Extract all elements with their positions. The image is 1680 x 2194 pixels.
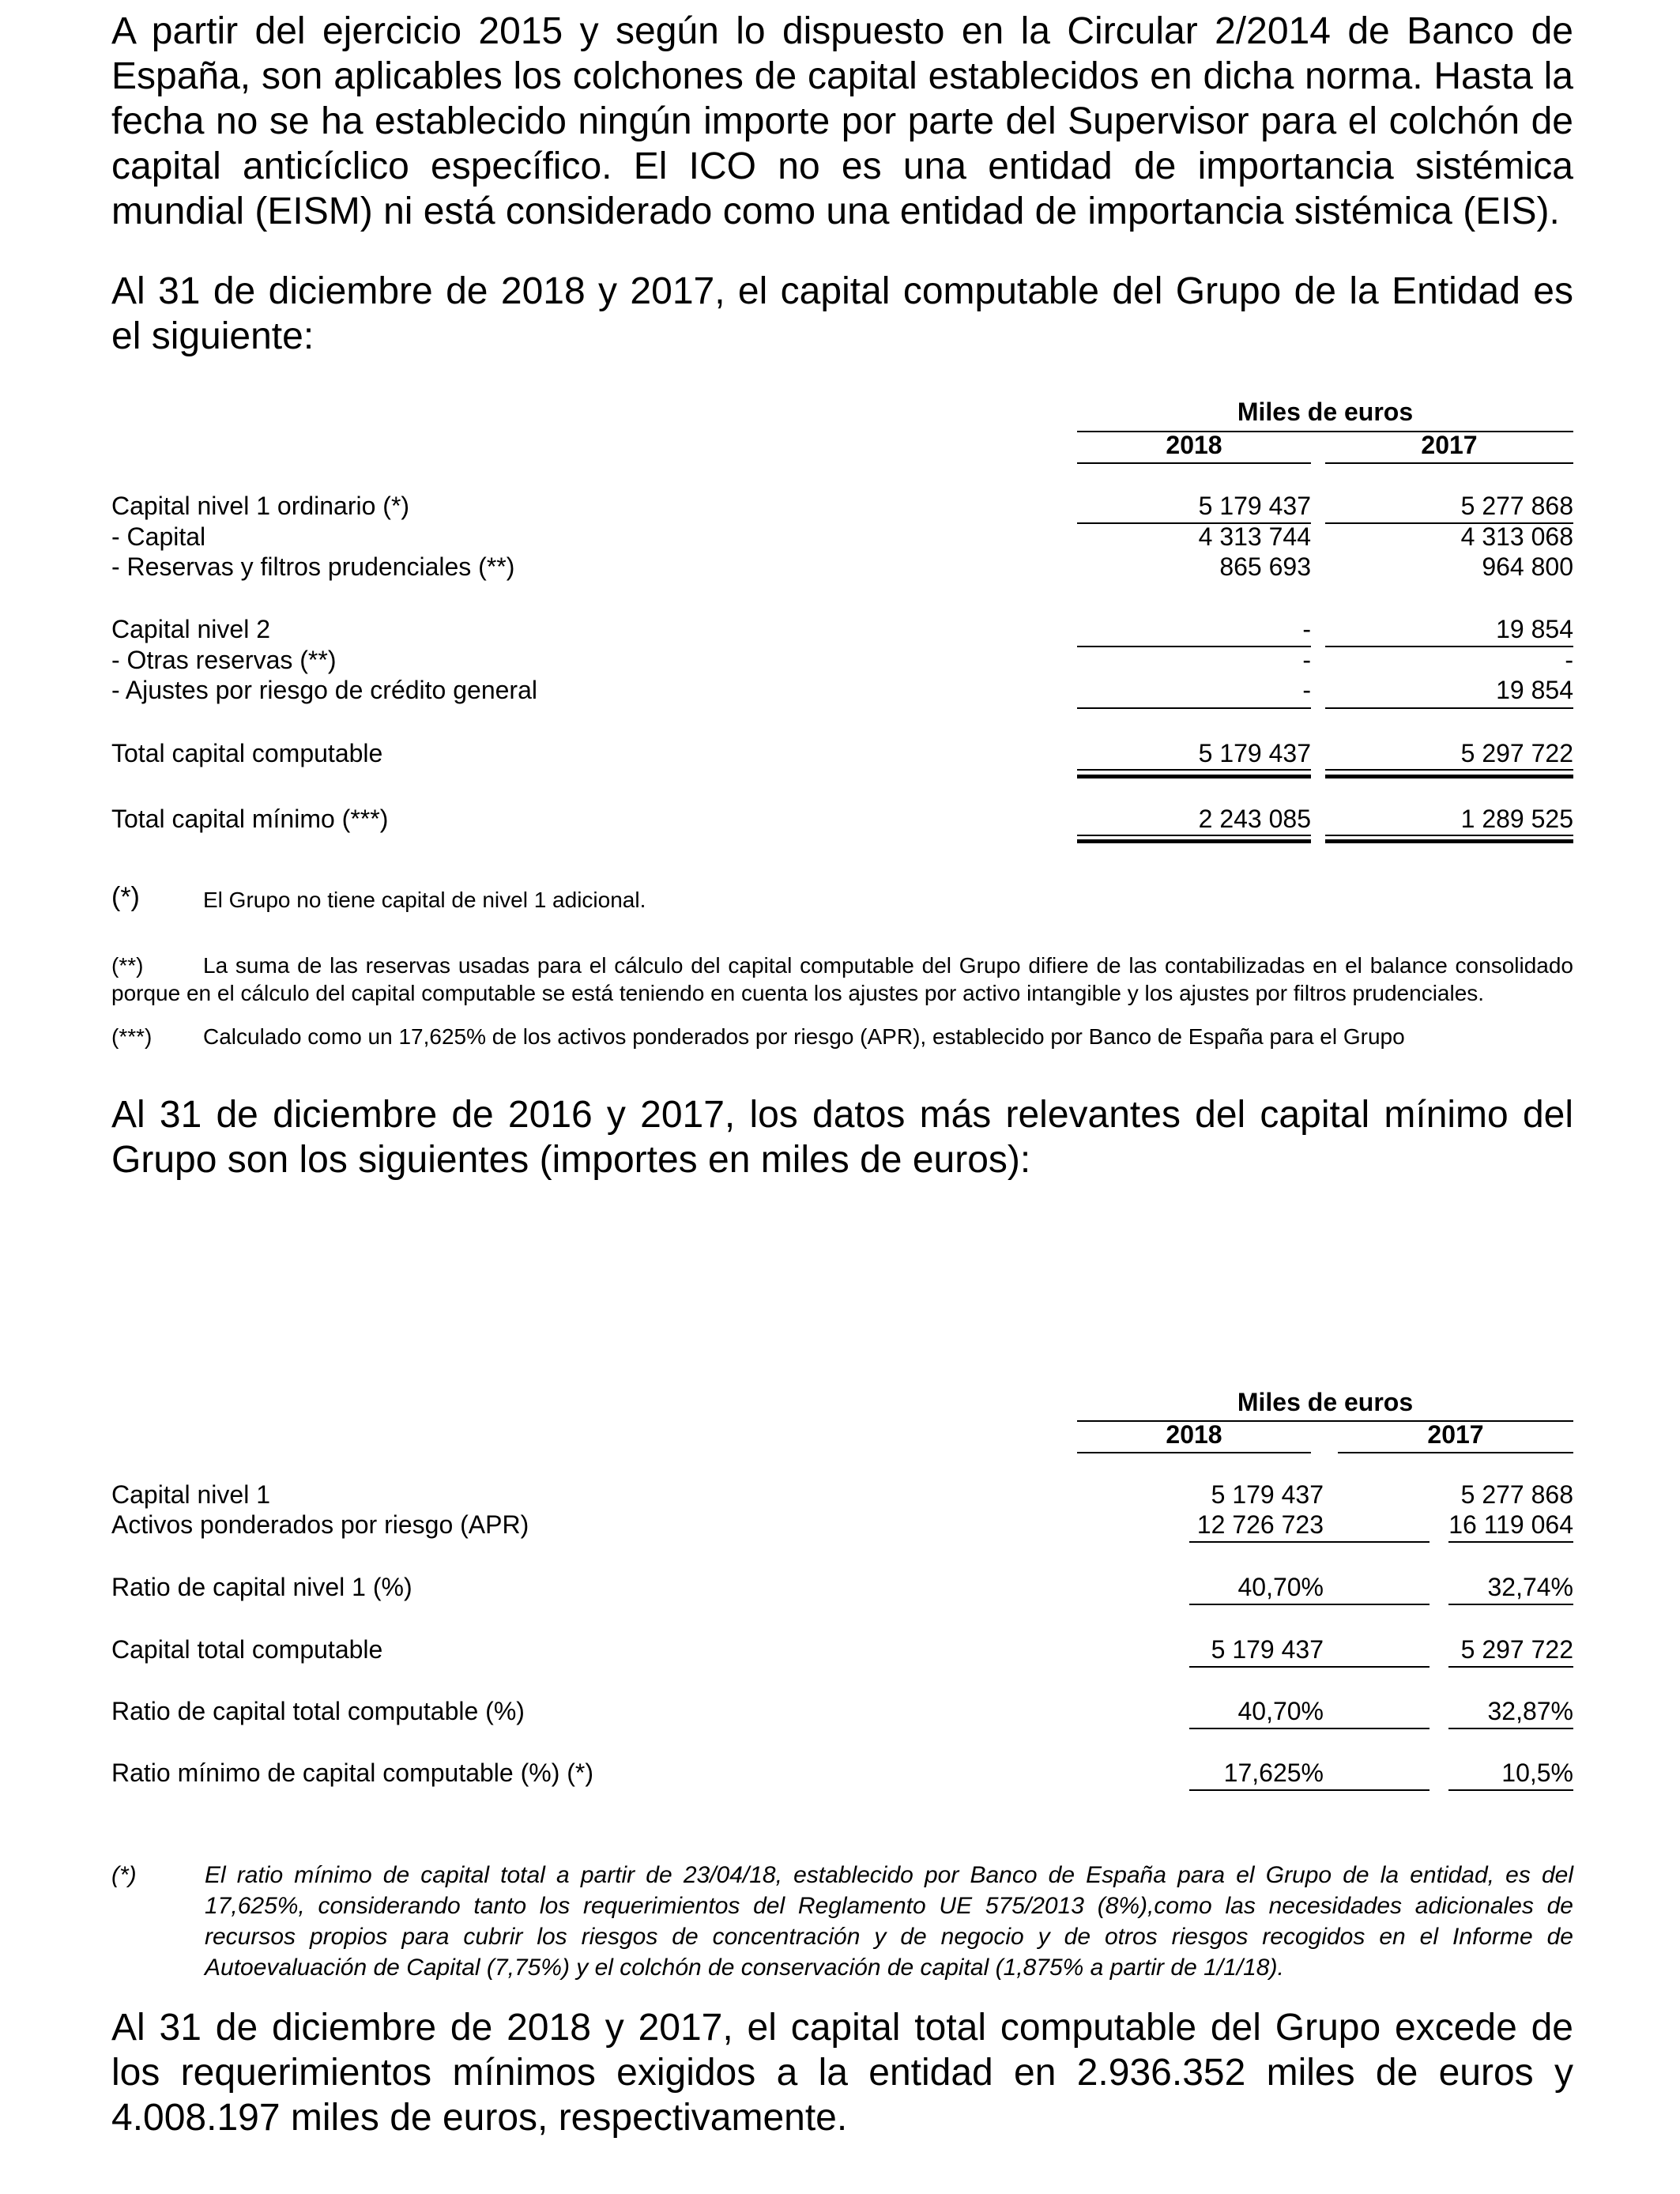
row-rule — [1189, 1789, 1430, 1791]
table-cell-2018: - — [1302, 646, 1311, 674]
table-row-label: - Reservas y filtros prudenciales (**) — [111, 552, 515, 581]
footnote-text: Calculado como un 17,625% de los activos ponderados por riesgo (APR), establecido por Banco de España para el Grupo — [203, 1024, 1405, 1049]
table1-year-rule — [1077, 462, 1311, 464]
footnote-1 — [111, 884, 1573, 915]
table-row-label: - Ajustes por riesgo de crédito general — [111, 676, 537, 704]
table-row-label: Capital nivel 1 ordinario (*) — [111, 492, 410, 520]
table-row-label: Ratio de capital nivel 1 (%) — [111, 1573, 412, 1601]
table1-year-2017: 2017 — [1421, 431, 1478, 459]
table-row-label: Total capital mínimo (***) — [111, 805, 389, 833]
table2-year-rule — [1077, 1452, 1311, 1453]
footnote-mark: (***) — [111, 1024, 153, 1049]
table-cell-2018: 40,70% — [1237, 1697, 1324, 1725]
paragraph-conclusion: Al 31 de diciembre de 2018 y 2017, el capital total computable del Grupo excede de los requerimientos mínimos exigidos a la entidad en 2.936.352 miles de euros y 4.008.197 miles de euros, respectivamente. — [111, 2007, 1573, 2139]
table-cell-2017: 19 854 — [1496, 676, 1573, 704]
footnote-ratio-minimo — [111, 1860, 1573, 1983]
row-rule — [1189, 1604, 1430, 1605]
row-rule — [1448, 1789, 1573, 1791]
table-cell-2018: 865 693 — [1219, 552, 1311, 581]
double-rule — [1077, 775, 1311, 778]
table-cell-2017: 964 800 — [1482, 552, 1573, 581]
table-cell-2017: 32,74% — [1487, 1573, 1573, 1601]
table-cell-2017: - — [1565, 646, 1573, 674]
table-cell-2017: 16 119 064 — [1448, 1510, 1573, 1539]
footnote-mark: (**) — [111, 953, 144, 978]
row-rule — [1077, 769, 1311, 771]
table1-unit-header: Miles de euros — [1237, 398, 1414, 426]
table-row-label: Ratio de capital total computable (%) — [111, 1697, 525, 1725]
table-cell-2017: 10,5% — [1501, 1759, 1573, 1787]
table2-year-2017: 2017 — [1427, 1420, 1484, 1449]
table-cell-2018: 5 179 437 — [1198, 492, 1311, 520]
row-rule — [1448, 1666, 1573, 1668]
row-rule — [1077, 707, 1311, 709]
row-rule — [1325, 646, 1573, 647]
table-row-label: Total capital computable — [111, 739, 383, 767]
row-rule — [1448, 1541, 1573, 1543]
double-rule — [1325, 775, 1573, 778]
table1-year-rule — [1325, 462, 1573, 464]
table2-year-2018: 2018 — [1166, 1420, 1222, 1449]
table-cell-2018: 12 726 723 — [1196, 1510, 1324, 1539]
table-row-label: Ratio mínimo de capital computable (%) (*) — [111, 1759, 594, 1787]
paragraph-minimo-intro: Al 31 de diciembre de 2016 y 2017, los datos más relevantes del capital mínimo del Grupo son los siguientes (importes en miles de euros): — [111, 1094, 1573, 1181]
table-cell-2018: 4 313 744 — [1198, 522, 1311, 551]
table1-year-2018: 2018 — [1166, 431, 1222, 459]
footnote-text: El ratio mínimo de capital total a partir de 23/04/18, establecido por Banco de España para el Grupo de la entidad, es del 17,625%, considerando tanto los requerimientos del Reglamento UE 575/2013 (8%),como las necesidades adicionales de recursos propios para cubrir los riesgos de concentración y de negocio y de otros riesgos recogidos en el Informe de Autoevaluación de Capital (7,75%) y el colchón de conservación de capital (1,875% a partir de 1/1/18). — [205, 1862, 1573, 1981]
double-rule — [1077, 839, 1311, 843]
table-row-label: Capital nivel 2 — [111, 615, 270, 643]
table-cell-2018: 5 179 437 — [1211, 1635, 1324, 1664]
footnote-3 — [111, 1023, 1573, 1052]
row-rule — [1448, 1728, 1573, 1729]
table2-year-rule — [1338, 1452, 1573, 1453]
table-cell-2018: 2 243 085 — [1198, 805, 1311, 833]
table-cell-2018: - — [1302, 676, 1311, 704]
row-rule — [1189, 1541, 1430, 1543]
table-cell-2017: 32,87% — [1487, 1697, 1573, 1725]
table-cell-2017: 5 277 868 — [1460, 492, 1573, 520]
footnote-text: La suma de las reservas usadas para el cálculo del capital computable del Grupo difiere de las contabilizadas en el balance consolidado porque en el cálculo del capital computable se está teniendo en cuenta los ajustes por activo intangible y los ajustes por filtros prudenciales. — [111, 953, 1573, 1005]
double-rule — [1325, 839, 1573, 843]
table-row-label: - Capital — [111, 522, 206, 551]
table-cell-2017: 1 289 525 — [1460, 805, 1573, 833]
row-rule — [1325, 769, 1573, 771]
table-cell-2018: 5 179 437 — [1211, 1480, 1324, 1509]
table-cell-2018: 40,70% — [1237, 1573, 1324, 1601]
table-row-label: Capital nivel 1 — [111, 1480, 270, 1509]
table-row-label: - Otras reservas (**) — [111, 646, 337, 674]
table-row-label: Activos ponderados por riesgo (APR) — [111, 1510, 529, 1539]
row-rule — [1448, 1604, 1573, 1605]
table-cell-2017: 5 297 722 — [1460, 739, 1573, 767]
footnote-mark: (*) — [111, 882, 140, 912]
row-rule — [1189, 1728, 1430, 1729]
table-cell-2017: 5 297 722 — [1460, 1635, 1573, 1664]
row-rule — [1077, 646, 1311, 647]
table2-unit-header: Miles de euros — [1237, 1388, 1414, 1416]
paragraph-capital-intro: Al 31 de diciembre de 2018 y 2017, el capital computable del Grupo de la Entidad es el siguiente: — [111, 270, 1573, 357]
row-rule — [1077, 835, 1311, 836]
paragraph-colchones: A partir del ejercicio 2015 y según lo dispuesto en la Circular 2/2014 de Banco de España, son aplicables los colchones de capital establecidos en dicha norma. Hasta la fecha no se ha establecido ningún importe por parte del Supervisor para el colchón de capital anticíclico específico. El ICO no es una entidad de importancia sistémica mundial (EISM) ni está considerado como una entidad de importancia sistémica (EIS). — [111, 10, 1573, 232]
table-cell-2018: 17,625% — [1223, 1759, 1324, 1787]
table-cell-2017: 4 313 068 — [1460, 522, 1573, 551]
table-cell-2017: 19 854 — [1496, 615, 1573, 643]
table-cell-2017: 5 277 868 — [1460, 1480, 1573, 1509]
footnote-mark: (*) — [111, 1862, 137, 1888]
row-rule — [1325, 835, 1573, 836]
row-rule — [1325, 707, 1573, 709]
table-cell-2018: - — [1302, 615, 1311, 643]
footnote-text: El Grupo no tiene capital de nivel 1 adicional. — [203, 888, 646, 912]
table-cell-2018: 5 179 437 — [1198, 739, 1311, 767]
table-row-label: Capital total computable — [111, 1635, 383, 1664]
footnote-2 — [111, 952, 1573, 1007]
row-rule — [1189, 1666, 1430, 1668]
